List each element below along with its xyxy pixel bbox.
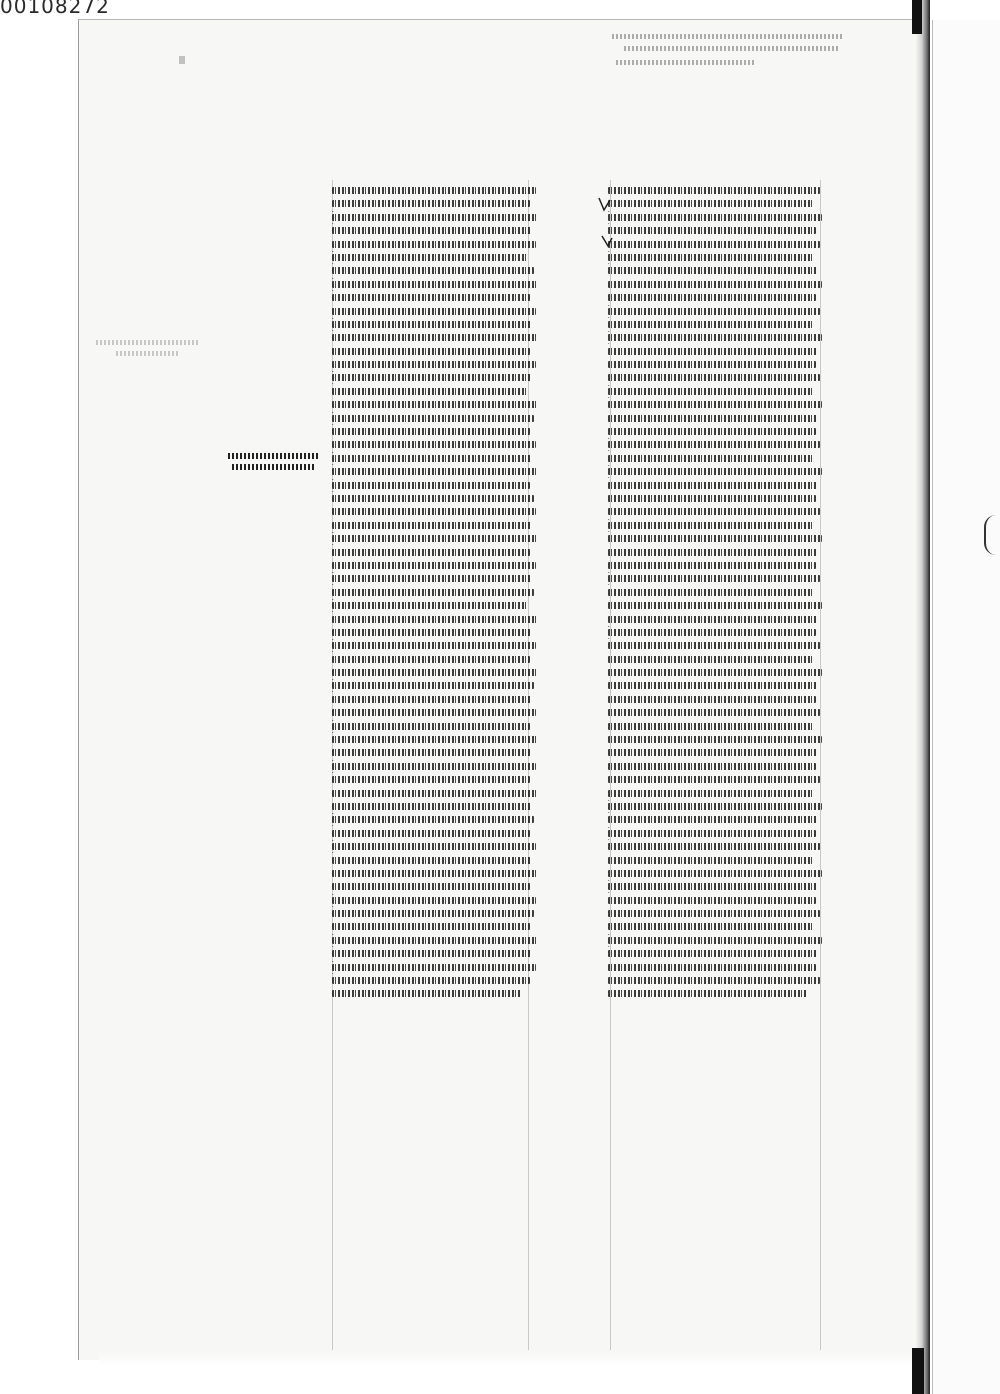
facing-page-edge (932, 20, 1000, 1394)
folio-mark (179, 56, 185, 64)
book-gutter (916, 0, 930, 1394)
facing-page-mark (984, 515, 1000, 555)
frame-id-label: 00108272 (0, 0, 110, 16)
faint-margin-note (96, 336, 206, 362)
gutter-shadow-bottom (912, 1348, 924, 1394)
header-annotation (612, 30, 848, 74)
text-column-right (608, 184, 830, 1001)
gutter-shadow-top (912, 0, 922, 34)
text-column-left (332, 184, 544, 1001)
margin-annotation (228, 450, 324, 474)
